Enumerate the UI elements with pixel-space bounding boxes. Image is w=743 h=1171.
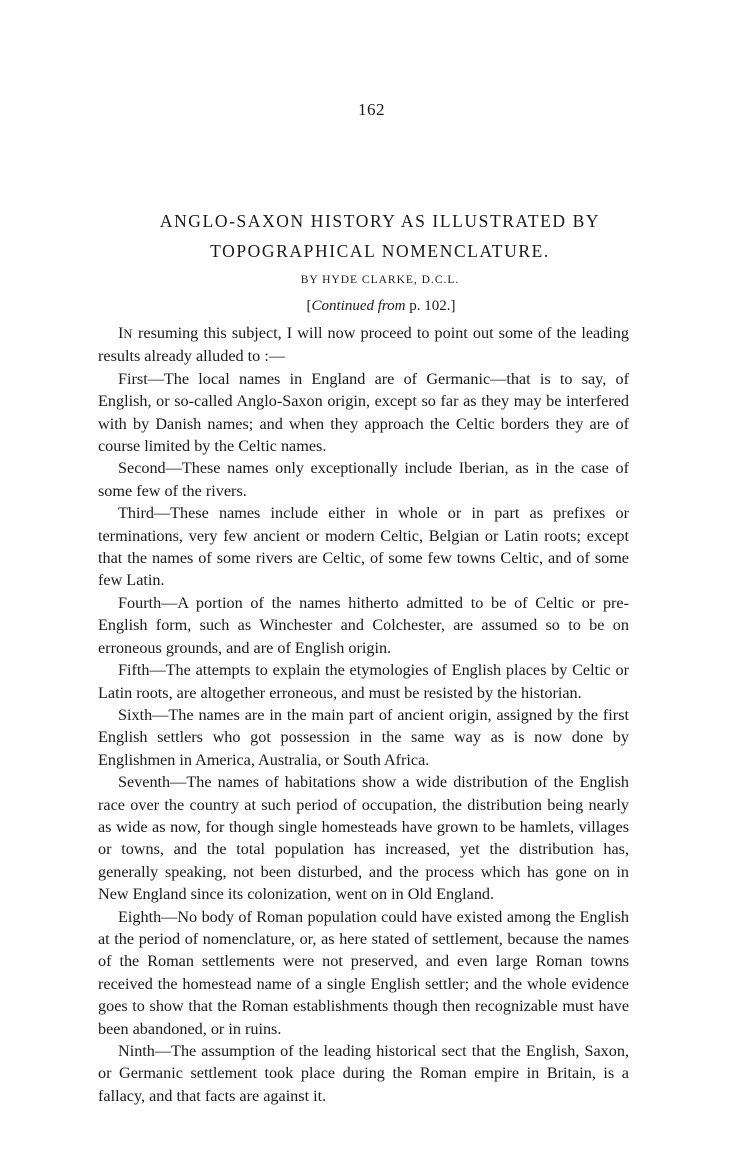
continued-italic: Continued from <box>311 298 406 314</box>
intro-paragraph <box>98 322 629 368</box>
intro-small-caps: N <box>123 327 133 341</box>
article-title-line-1: ANGLO-SAXON HISTORY AS ILLUSTRATED BY <box>159 211 601 231</box>
paragraph-sixth: Sixth—The names are in the main part of ancient origin, assigned by the first English settlers who got possession in the same way as is now done by Englishmen in America, Australia, or South Africa. <box>98 705 629 769</box>
article-body <box>98 322 629 1107</box>
paragraph-eighth: Eighth—No body of Roman population could have existed among the English at the period of nomenclature, or, as here stated of settlement, because the names of the Roman settlements were not preserved, and even large Roman towns received the homestead name of a single English settler; and the whole evidence goes to show that the Roman establishments though then recognizable must have been abandoned, or in ruins. <box>98 907 629 1038</box>
article-title-line-2: TOPOGRAPHICAL NOMENCLATURE. <box>210 241 550 261</box>
intro-text: resuming this subject, I will now proceed to point out some of the leading results already alluded to :— <box>98 324 629 366</box>
author-byline: BY HYDE CLARKE, D.C.L. <box>300 274 460 286</box>
paragraph-third: Third—These names include either in whole or in part as prefixes or terminations, very few ancient or modern Celtic, Belgian or Latin roots; except that the names of some rivers are Celtic, of some few towns Celtic, and of some few Latin. <box>98 504 629 590</box>
continued-reference: p. 102.] <box>405 298 456 314</box>
continued-open-bracket: [ <box>306 298 312 314</box>
paragraph-second: Second—These names only exceptionally include Iberian, as in the case of some few of the rivers. <box>98 459 629 500</box>
paragraph-ninth: Ninth—The assumption of the leading historical sect that the English, Saxon, or Germanic settlement took place during the Roman empire in Britain, is a fallacy, and that facts are against it. <box>98 1042 629 1105</box>
article-title <box>100 206 660 266</box>
paragraph-seventh: Seventh—The names of habitations show a wide distribution of the English race over the country at such period of occupation, the distribution being nearly as wide as now, for though single homesteads have grown to be hamlets, villages or towns, and the total population has increased, yet the distribution has, generally speaking, not been disturbed, and the process which has gone on in New England since its colonization, went on in Old England. <box>98 773 629 904</box>
intro-initial: I <box>118 324 124 342</box>
continued-note <box>0 298 743 315</box>
page-number: 162 <box>358 100 385 119</box>
paragraph-fourth: Fourth—A portion of the names hitherto admitted to be of Celtic or pre-English form, such as Winchester and Colchester, are assumed so to be on erroneous grounds, and are of English origin. <box>98 593 629 657</box>
paragraph-first: First—The local names in England are of Germanic—that is to say, of English, or so-called Anglo-Saxon origin, except so far as they may be interfered with by Danish names; and when they approach the Celtic borders they are of course limited by the Celtic names. <box>98 369 629 456</box>
paragraph-fifth: Fifth—The attempts to explain the etymologies of English places by Celtic or Latin roots, are altogether erroneous, and must be resisted by the historian. <box>98 661 629 702</box>
